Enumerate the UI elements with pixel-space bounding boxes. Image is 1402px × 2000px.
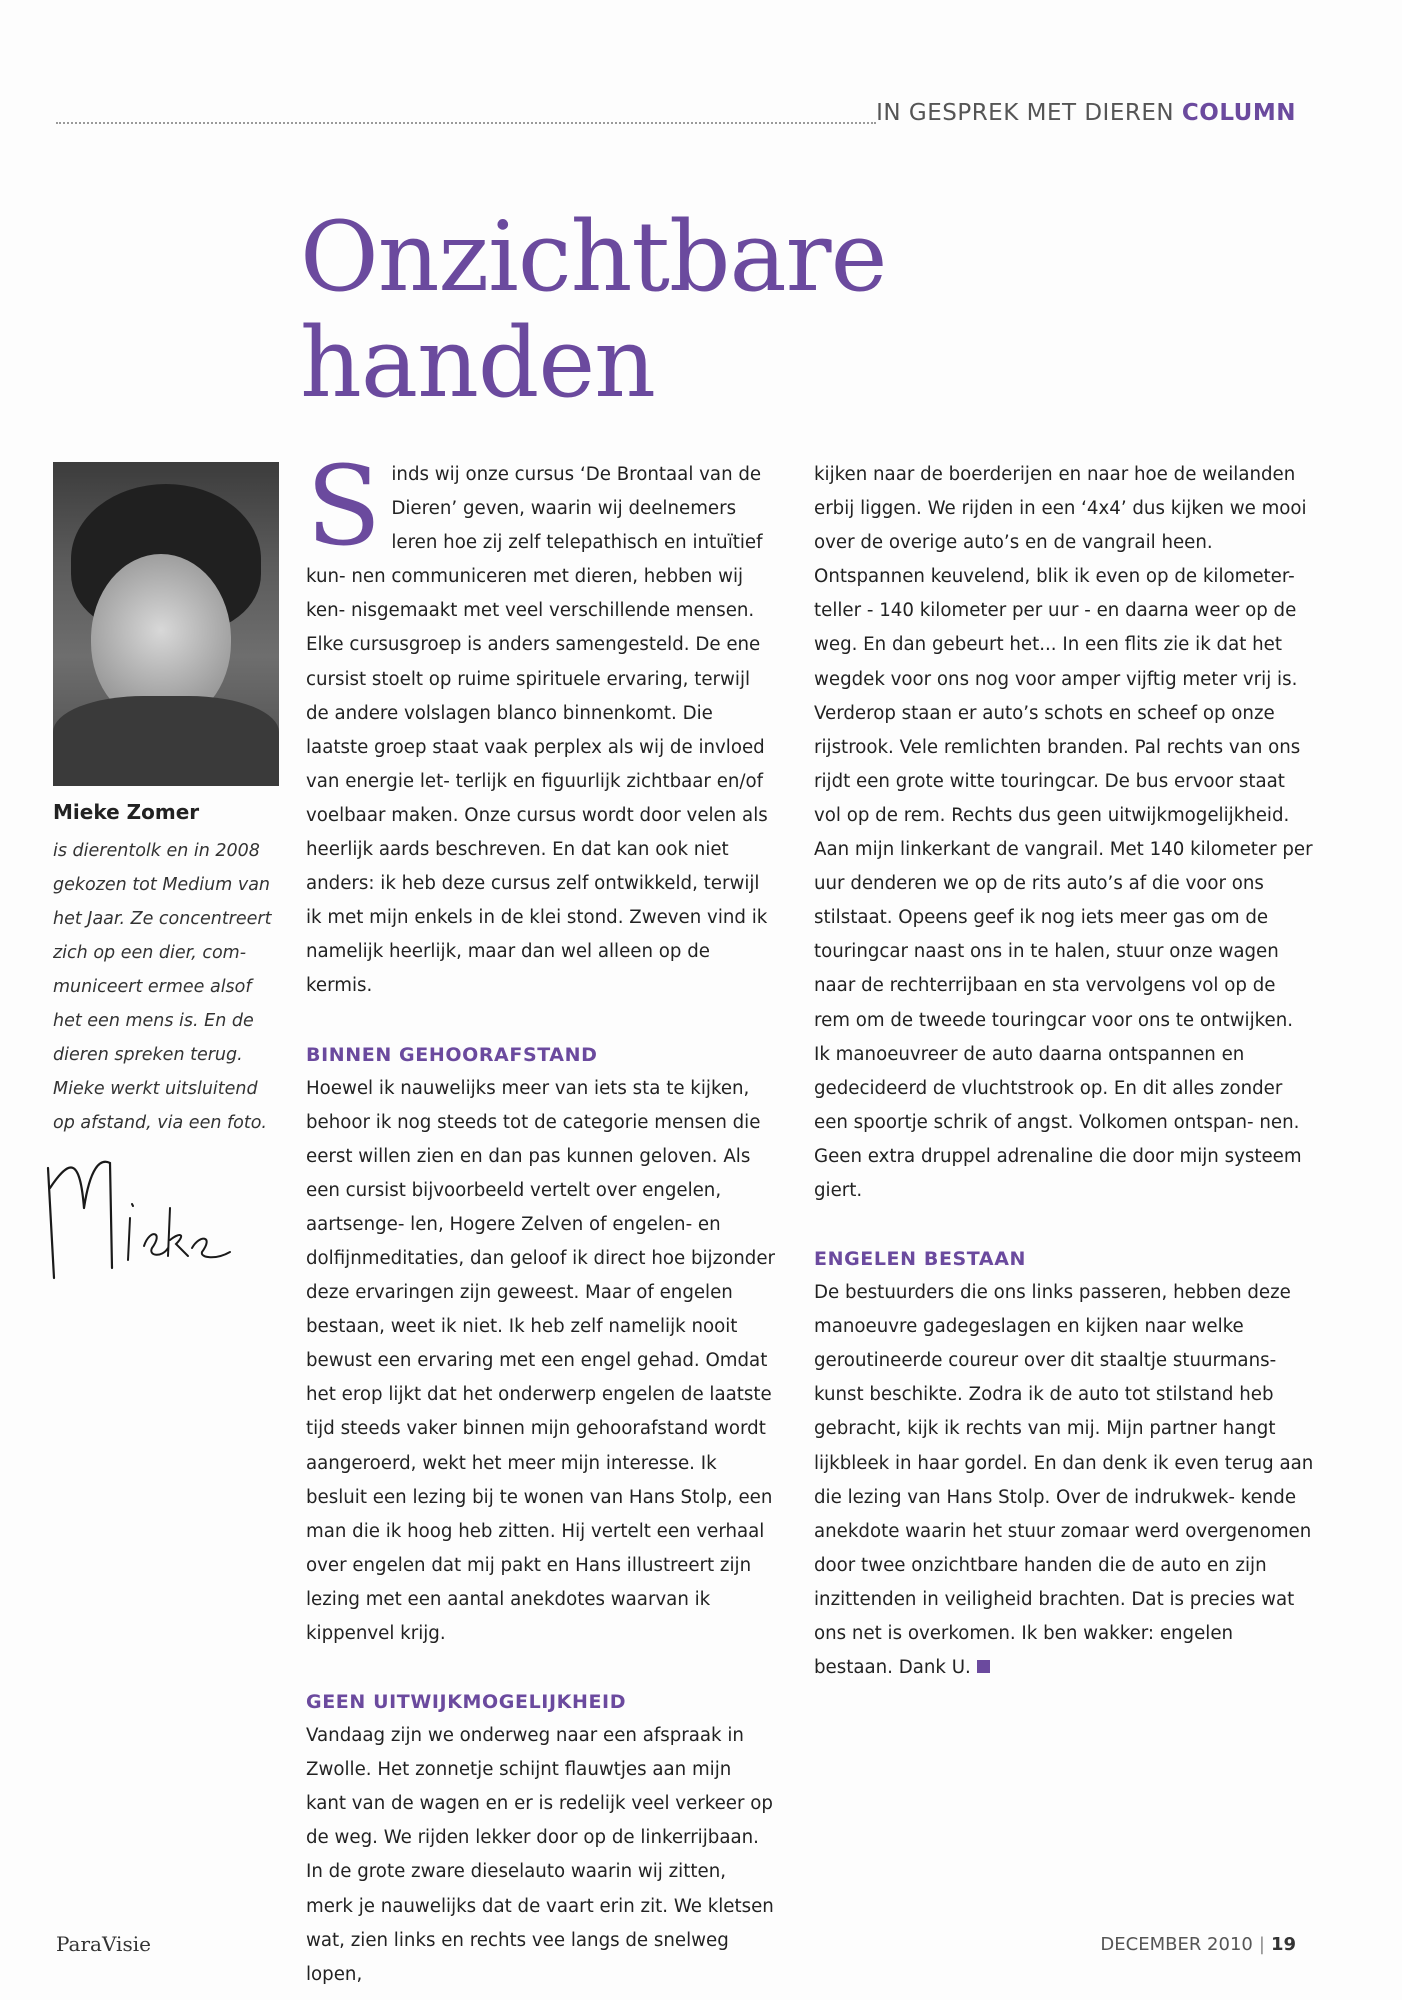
paragraph-engelen-bestaan [814,1276,1314,1685]
page-number: 19 [1270,1934,1296,1955]
article-column-right [814,458,1314,1685]
magazine-name: ParaVisie [56,1932,151,1956]
section-name: IN GESPREK MET DIEREN [876,100,1175,126]
subheading-engelen-bestaan: ENGELEN BESTAAN [814,1248,1026,1271]
subheading-geen-uitwijkmogelijkheid: GEEN UITWIJKMOGELIJKHEID [306,1691,627,1714]
issue-date: DECEMBER 2010 [1100,1934,1253,1955]
header-rule [56,122,876,124]
article-column-middle [306,442,776,1992]
author-name: Mieke Zomer [53,800,200,824]
drop-cap: S [306,442,382,570]
paragraph-geen-uitwijkmogelijkheid-continued: kijken naar de boerderijen en naar hoe de weilanden erbij liggen. We rijden in een ‘4x4’ dus kijken we mooi over de overige auto’s en de vangrail heen. Ontspannen keuvelend, blik ik even op de kilometer- teller - 140 kilometer per uur - en daarna weer op de weg. En dan gebeurt het... In een flits zie ik dat het wegdek voor ons nog voor amper vijftig meter vrij is. Verderop staan er auto’s schots en scheef op onze rijstrook. Vele remlichten branden. Pal rechts van ons rijdt een grote witte touringcar. De bus ervoor staat vol op de rem. Rechts dus geen uitwijkmogelijkheid. Aan mijn linkerkant de vangrail. Met 140 kilometer per uur denderen we op de rits auto’s af die voor ons stilstaat. Opeens geef ik nog iets meer gas om de touringcar naast ons in te halen, stuur onze wagen naar de rechterrijbaan en sta vervolgens vol op de rem om de tweede touringcar voor ons te ontwijken. Ik manoeuvreer de auto daarna ontspannen en gedecideerd de vluchtstrook op. En dit alles zonder een spoortje schrik of angst. Volkomen ontspan- nen. Geen extra druppel adrenaline die door mijn systeem giert. [814,464,1313,1201]
author-photo [53,462,279,786]
paragraph-binnen-gehoorafstand: Hoewel ik nauwelijks meer van iets sta te kijken, behoor ik nog steeds tot de categorie mensen die eerst willen zien en dan pas kunnen geloven. Als een cursist bijvoorbeeld vertelt over engelen, aartsenge- len, Hogere Zelven of engelen- en dolfijnmeditaties, dan geloof ik direct hoe bijzonder deze ervaringen zijn geweest. Maar of engelen bestaan, weet ik niet. Ik heb zelf namelijk nooit bewust een ervaring met een engel gehad. Omdat het erop lijkt dat het onderwerp engelen de laatste tijd steeds vaker binnen mijn gehoorafstand wordt aangeroerd, wekt het meer mijn interesse. Ik besluit een lezing bij te wonen van Hans Stolp, een man die ik hoog heb zitten. Hij vertelt een verhaal over engelen dat mij pakt en Hans illustreert zijn lezing met een aantal anekdotes waarvan ik kippenvel krijg. [306,1077,776,1644]
author-signature [40,1148,250,1288]
footer-separator: | [1258,1934,1265,1955]
paragraph-engelen-bestaan-text: De bestuurders die ons links passeren, hebben deze manoeuvre gadegeslagen en kijken naar welke geroutineerde coureur over dit staaltje stuurmans- kunst beschikte. Zodra ik de auto tot stilstand heb gebracht, kijk ik rechts van mij. Mijn partner hangt lijkbleek in haar gordel. En dan denk ik even terug aan die lezing van Hans Stolp. Over de indrukwek- kende anekdote waarin het stuur zomaar werd overgenomen door twee onzichtbare handen die de auto en zijn inzittenden in veiligheid brachten. Dat is precies wat ons net is overkomen. Ik ben wakker: engelen bestaan. Dank U. [814,1282,1314,1679]
section-label [876,100,1296,126]
page-footer [1100,1934,1296,1955]
author-bio: is dierentolk en in 2008 gekozen tot Medium van het Jaar. Ze concentreert zich op een dier, com- municeert ermee alsof het een mens is. En de dieren spreken terug. Mieke werkt uitsluitend op afstand, via een foto. [53,841,272,1133]
section-keyword: COLUMN [1181,100,1296,126]
end-mark-icon [977,1660,990,1673]
paragraph-geen-uitwijkmogelijkheid-start: Vandaag zijn we onderweg naar een afspraak in Zwolle. Het zonnetje schijnt flauwtjes aan mijn kant van de wagen en er is redelijk veel verkeer op de weg. We rijden lekker door op de linkerrijbaan. In de grote zware dieselauto waarin wij zitten, merk je nauwelijks dat de vaart erin zit. We kletsen wat, zien links en rechts vee langs de snelweg lopen, [306,1725,774,1985]
subheading-binnen-gehoorafstand: BINNEN GEHOORAFSTAND [306,1043,598,1066]
intro-paragraph [306,442,776,1004]
intro-text: inds wij onze cursus ‘De Brontaal van de Dieren’ geven, waarin wij deelnemers leren hoe zij zelf telepathisch en intuïtief kun- nen communiceren met dieren, hebben wij ken- nisgemaakt met veel verschillende mensen. Elke cursusgroep is anders samengesteld. De ene cursist stoelt op ruime spirituele ervaring, terwijl de andere volslagen blanco binnenkomt. Die laatste groep staat vaak perplex als wij de invloed van energie let- terlijk en figuurlijk zichtbaar en/of voelbaar maken. Onze cursus wordt door velen als heerlijk aards beschreven. En dat kan ook niet anders: ik heb deze cursus zelf ontwikkeld, terwijl ik met mijn enkels in de klei stond. Zweven vind ik namelijk heerlijk, maar dan wel alleen op de kermis. [306,464,768,997]
article-title: Onzichtbare handen [300,201,887,419]
